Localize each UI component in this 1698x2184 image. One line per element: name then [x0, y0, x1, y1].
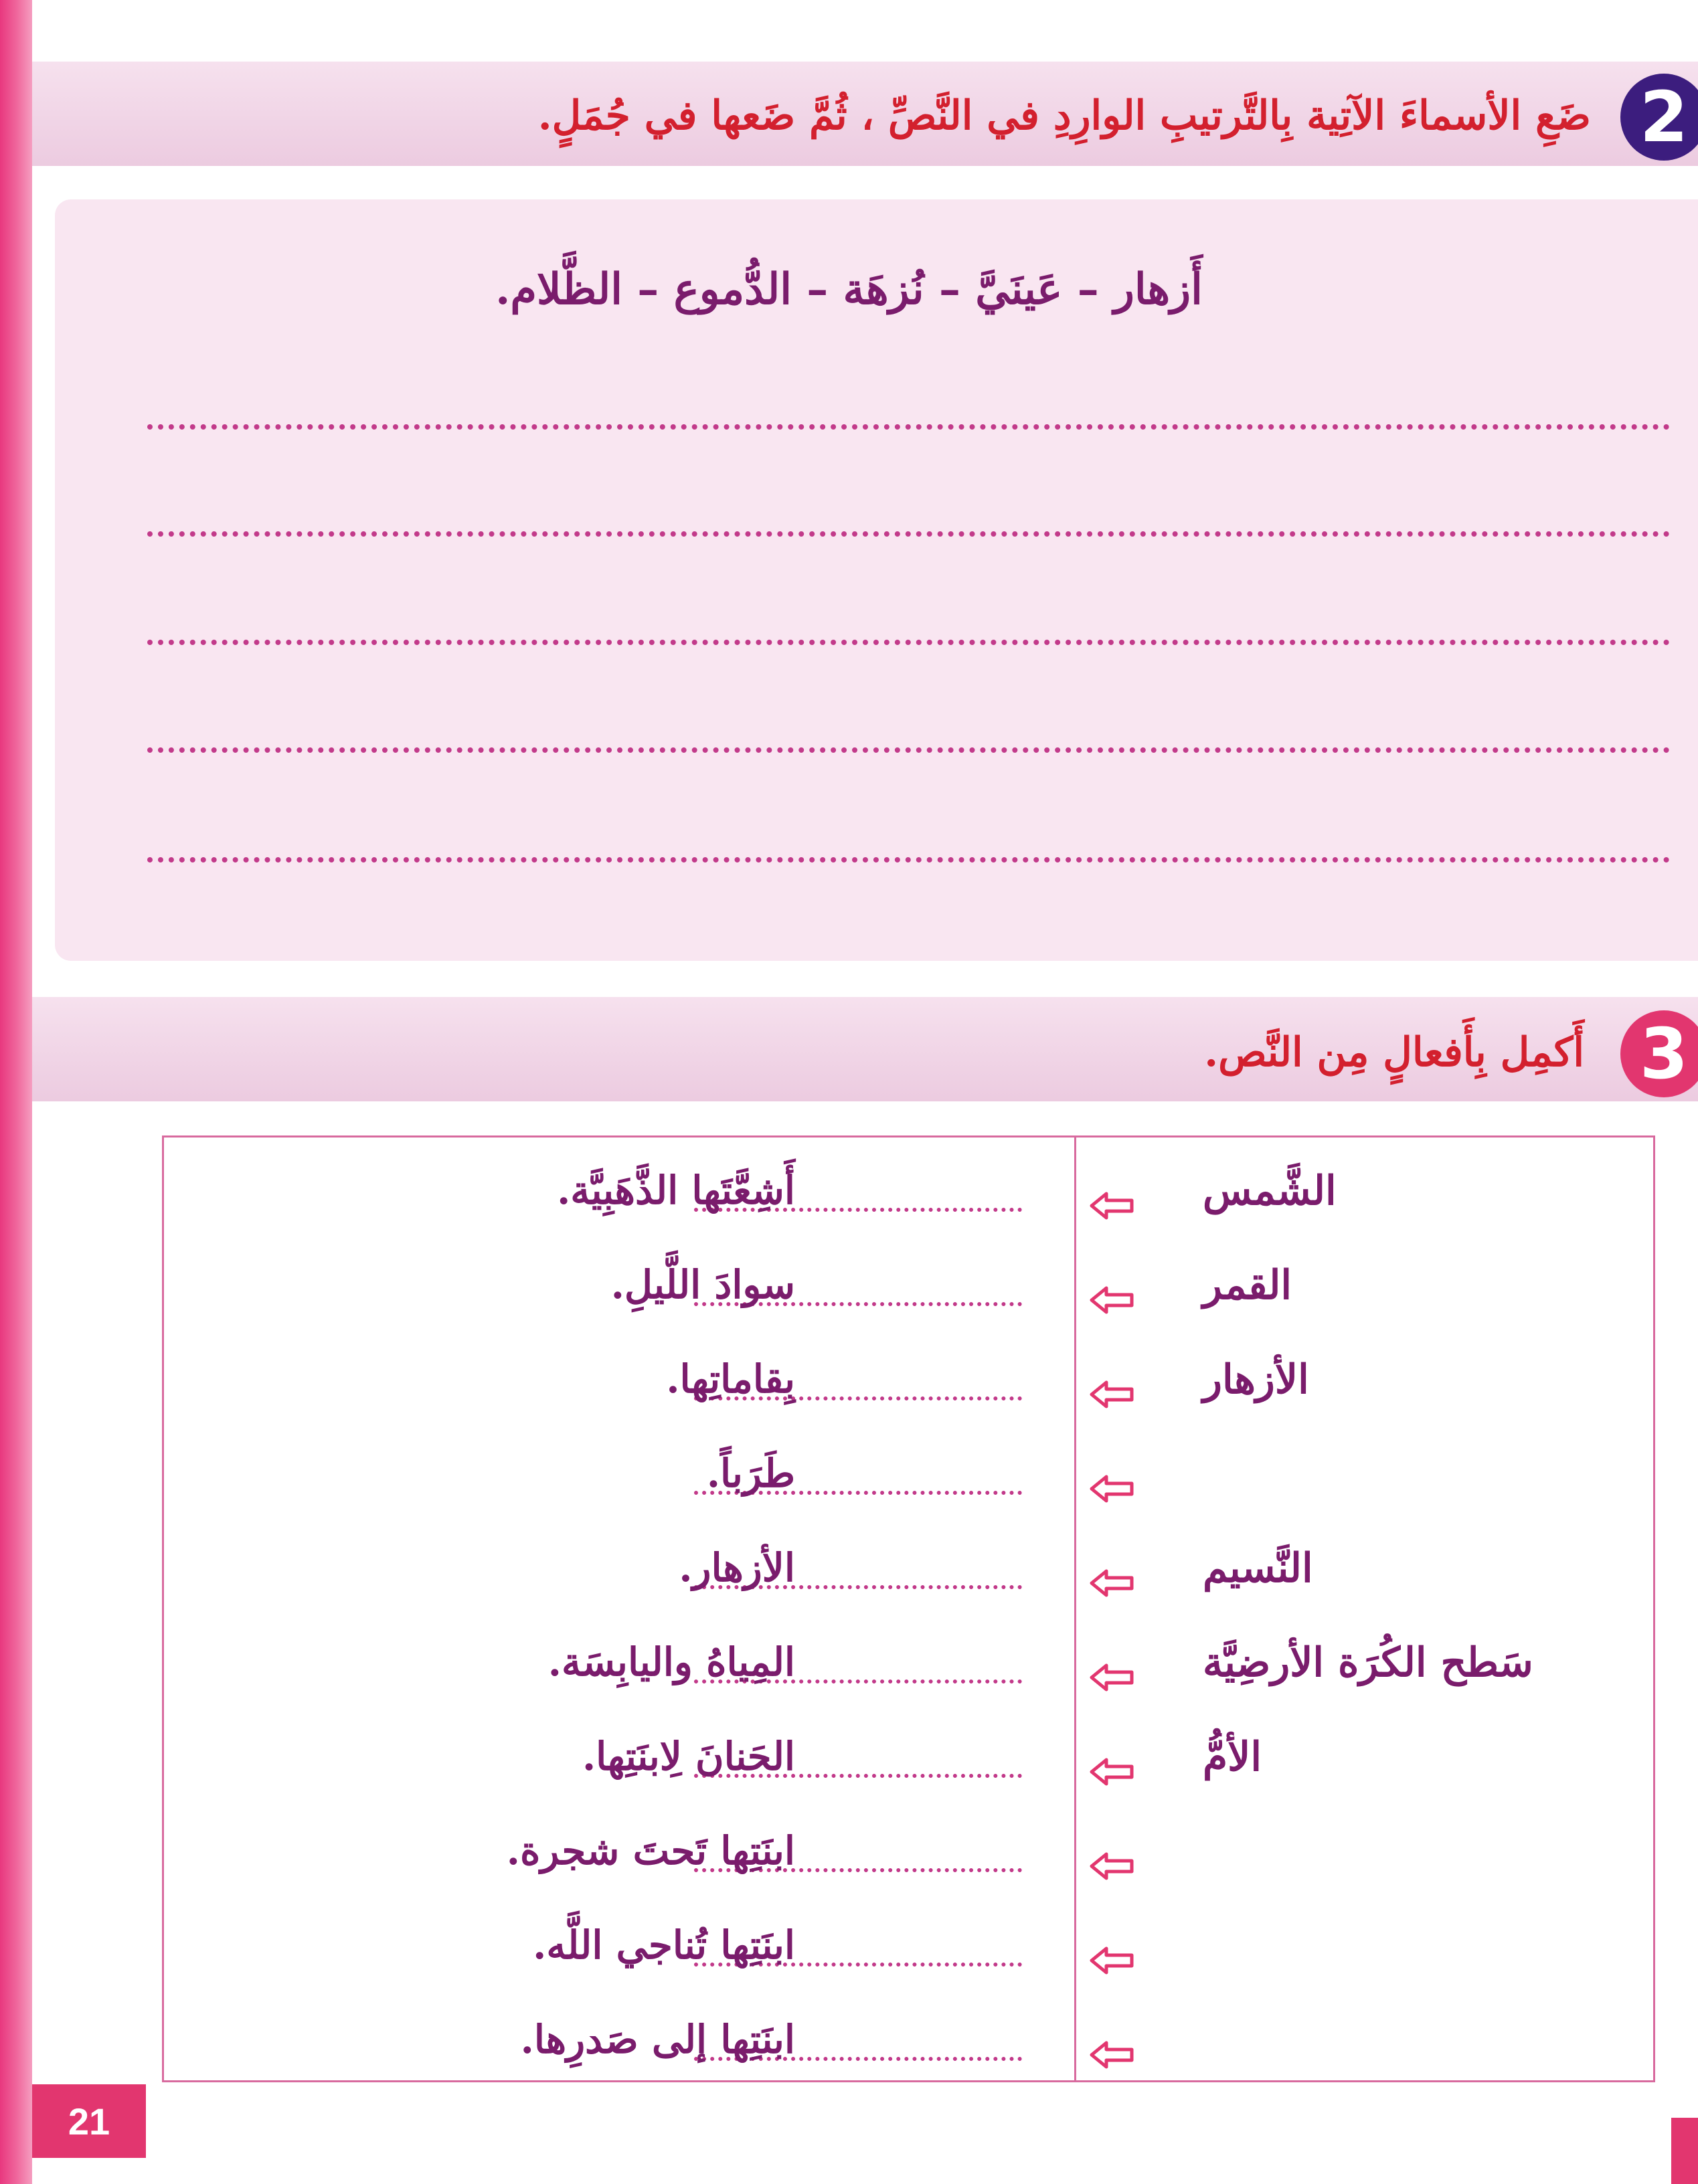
row-ending: طَرَباً. [706, 1451, 795, 1496]
table-row [162, 1734, 1655, 1801]
table-row [162, 1828, 1655, 1895]
row-ending: الحَنانَ لِابنَتِها. [582, 1734, 795, 1779]
row-ending: المِياهُ واليابِسَة. [547, 1639, 795, 1685]
left-arrow-outline-icon [1089, 1285, 1136, 1315]
left-arrow-outline-icon [1089, 1662, 1136, 1693]
row-ending: ابنَتِها إلى صَدرِها. [520, 2017, 795, 2062]
left-arrow-outline-icon [1089, 1945, 1136, 1976]
section-3-header [32, 997, 1698, 1101]
answer-line[interactable] [147, 640, 1670, 645]
table-row [162, 2017, 1655, 2084]
table-row [162, 1451, 1655, 1518]
row-subject: الشَّمس [1203, 1168, 1337, 1214]
table-row [162, 1356, 1655, 1423]
table-row [162, 1262, 1655, 1329]
section-3-instruction: أَكمِل بِأَفعالٍ مِن النَّص. [1204, 1029, 1584, 1076]
answer-line[interactable] [147, 747, 1670, 753]
table-row [162, 1168, 1655, 1235]
table-row [162, 1922, 1655, 1989]
row-ending: بِقاماتِها. [666, 1356, 795, 1402]
left-arrow-outline-icon [1089, 1851, 1136, 1882]
row-subject: الأمُّ [1203, 1734, 1262, 1781]
left-arrow-outline-icon [1089, 1379, 1136, 1410]
row-ending: الأزهار. [679, 1545, 795, 1590]
row-ending: سوادَ اللَّيلِ. [610, 1262, 795, 1307]
row-subject: سَطح الكُرَة الأرضِيَّة [1203, 1639, 1533, 1686]
left-arrow-outline-icon [1089, 1568, 1136, 1599]
row-ending: ابنَتِها تَحتَ شجرة. [506, 1828, 795, 1874]
row-ending: ابنَتِها تُناجي اللَّه. [533, 1922, 795, 1968]
section-2-number-badge: 2 [1620, 74, 1698, 161]
section-3-number-badge: 3 [1620, 1010, 1698, 1097]
table-row [162, 1639, 1655, 1706]
left-arrow-outline-icon [1089, 1756, 1136, 1787]
page-number: 21 [68, 2100, 110, 2143]
left-arrow-outline-icon [1089, 1190, 1136, 1221]
left-edge-strip [0, 0, 32, 2184]
answer-line[interactable] [147, 531, 1670, 537]
table-row [162, 1545, 1655, 1612]
corner-tab [1671, 2118, 1698, 2184]
section-2-header [32, 62, 1698, 166]
row-ending: أَشِعَّتَها الذَّهَبِيَّة. [557, 1168, 795, 1213]
row-subject: الأزهار [1203, 1356, 1309, 1403]
left-arrow-outline-icon [1089, 2039, 1136, 2070]
answer-line[interactable] [147, 424, 1670, 430]
page-number-box [32, 2084, 146, 2158]
section-2-word-list: أَزهار – عَينَيَّ – نُزهَة – الدُّموع – الظَّلام. [495, 264, 1203, 314]
row-subject: النَّسيم [1203, 1545, 1313, 1592]
row-subject: القمر [1203, 1262, 1292, 1309]
answer-line[interactable] [147, 857, 1670, 862]
left-arrow-outline-icon [1089, 1473, 1136, 1504]
section-2-instruction: ضَعِ الأسماءَ الآتِية بِالتَّرتيبِ الوارِدِ في النَّصِّ ، ثُمَّ ضَعها في جُمَلٍ. [537, 92, 1591, 139]
